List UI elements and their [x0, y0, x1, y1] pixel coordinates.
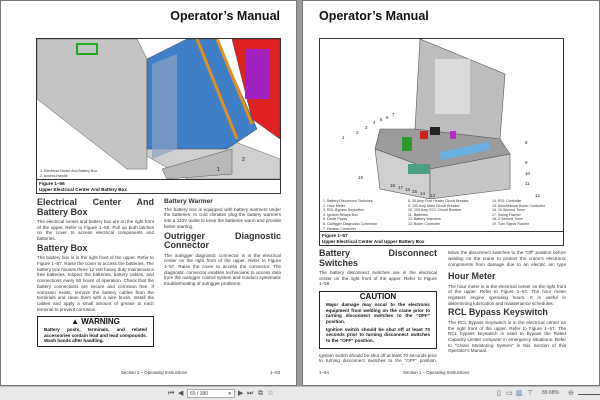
svg-text:18: 18 — [390, 183, 396, 188]
svg-text:3: 3 — [365, 125, 368, 130]
section-body: The outrigger diagnostic connector is in the electrical center on the right front of the upper. Refer to Figure 1−57. Raise the cover to access the connector. The diagnostic connector enables technicians to access data from the outrigger control system and conduct systematic troubleshooting of outrigger problems. — [164, 252, 281, 287]
legend-item: 10. 100 Amp SCC Circuit Breaker — [408, 208, 462, 213]
footer-section: Section 1 − Operating Instructions — [403, 370, 470, 375]
section-heading: Hour Meter — [448, 271, 496, 281]
svg-text:14: 14 — [420, 191, 426, 196]
continuous-view-icon[interactable]: ▭ — [506, 390, 513, 397]
rotate-icon[interactable]: ⧉ — [268, 390, 273, 397]
legend-item: 6. Outrigger Diagnostic Connector — [323, 221, 378, 226]
warning-label: WARNING — [81, 317, 120, 327]
legend-item: 4. Ignition Relays Box — [323, 212, 358, 217]
caution-text: Ignition switch should be shut off at least 70 seconds prior to turning disconnect switches to the “OFF” position. — [326, 326, 430, 344]
first-page-icon[interactable]: ⏮ — [168, 390, 175, 397]
left-column — [37, 197, 154, 351]
figure-caption — [320, 231, 563, 245]
chevron-down-icon[interactable]: ▾ — [228, 391, 231, 397]
svg-text:4: 4 — [373, 120, 376, 125]
svg-text:7: 7 — [392, 112, 395, 117]
page-number-input[interactable] — [187, 389, 235, 398]
single-page-view-icon[interactable]: ▯ — [497, 390, 501, 397]
zoom-level[interactable]: 89.68% — [542, 390, 559, 396]
section-heading: Battery Disconnect Switches — [319, 248, 437, 268]
section-body-continued: Ignition switch should be shut off at least 70 seconds prior to turning disconnect switches to the “OFF” position. — [319, 352, 437, 364]
legend-item: 9. 100 Amp Main Circuit Breaker — [408, 203, 460, 208]
caution-text: Major damage may occur to the electronic equipment from welding on the crane prior to turning disconnect switches to the “OFF” position. — [326, 301, 430, 324]
section-body: The hour meter is in the electrical center on the right front of the upper. Refer to Figure 1−57. The hour meter registers engine operating hours. It is useful in determining lubrication and maintenance schedules. — [448, 283, 566, 306]
svg-text:17: 17 — [398, 185, 404, 190]
section-body: The RCL Bypass Keyswitch is in the electrical center on the right front of the upper. Refer to Figure 1−57. The RCL bypass keyswitch is used to bypass the Rated Capacity Limiter computer in emergency situations. Refer to “Crane Monitoring System” in this Section of this Operator’s Manual. — [448, 319, 566, 354]
section-heading: Battery Box — [37, 242, 88, 253]
caution-title: CAUTION — [359, 292, 397, 302]
legend-item: 17. Swing Flasher — [492, 212, 521, 217]
section-heading: Outrigger Diagnostic Connector — [164, 230, 281, 251]
next-page-icon[interactable]: ▶ — [238, 390, 244, 397]
left-column — [319, 248, 437, 367]
warning-body: Battery posts, terminals, and related accessories contain lead and lead compounds. Wash hands after handling. — [44, 327, 147, 344]
right-page — [302, 0, 600, 386]
svg-text:1: 1 — [342, 135, 345, 140]
right-column — [448, 250, 566, 356]
figure-title: Upper Electrical Center And Upper Battery Box — [322, 238, 425, 244]
legend-item: 15. Auto/Manual Boom Controller — [492, 203, 545, 208]
previous-page-icon[interactable]: ◀ — [178, 390, 184, 397]
figure-legend — [40, 169, 97, 178]
pdf-toolbar — [0, 386, 600, 400]
svg-text:12: 12 — [535, 193, 541, 198]
page-number-value: 65 / 390 — [190, 391, 209, 397]
svg-text:8: 8 — [525, 140, 528, 145]
legend-item: 2. Access Handle — [40, 173, 68, 178]
section-body: The battery disconnect switches are in the electrical center on the right front of the upper. Refer to Figure 1−56. — [319, 270, 437, 287]
two-page-view-icon[interactable]: ▥ — [516, 390, 523, 397]
legend-item: 13. Boom Controller — [408, 221, 440, 226]
figure-1-56 — [36, 38, 281, 194]
page-header: Operator’s Manual — [170, 9, 280, 23]
figure-number: Figure 1−56 — [39, 181, 65, 187]
zoom-slider[interactable] — [578, 394, 600, 395]
left-page — [0, 0, 297, 386]
svg-text:15: 15 — [412, 189, 418, 194]
svg-text:2: 2 — [356, 130, 359, 135]
svg-text:10: 10 — [525, 171, 531, 176]
last-page-icon[interactable]: ⏭ — [247, 390, 254, 397]
svg-text:5: 5 — [380, 117, 383, 122]
svg-text:13: 13 — [430, 193, 436, 198]
section-body: The electrical center and battery box are on the right front of the upper. Refer to Figure 1−56. Pull up both latches on the cover to access electrical components and batteries. — [37, 219, 154, 242]
electrical-center-illustration — [37, 39, 280, 179]
warning-triangle-icon: ▲ — [71, 317, 79, 327]
battery-box-illustration — [320, 39, 563, 199]
svg-text:11: 11 — [525, 181, 530, 186]
figure-legend-col3 — [492, 199, 562, 227]
continued-text: Move the disconnect switches to the “Off” position before welding on the crane to protect the crane’s electronic components from damage due to an electric arc type — [448, 250, 566, 267]
section-body-continued-tail — [448, 250, 566, 267]
legend-item: 5. Diode Packs — [323, 217, 348, 222]
legend-item: 18. 3 Second Timer — [492, 217, 524, 222]
section-heading: Electrical Center And Battery Box — [37, 197, 154, 217]
footer-section: Section 1 − Operating Instructions — [121, 370, 188, 375]
section-heading: Battery Warmer — [164, 198, 213, 205]
section-heading: RCL Bypass Keyswitch — [448, 307, 548, 318]
legend-item: 8. 50 Amp Fuel Heater Circuit Breaker — [408, 199, 469, 203]
warning-title — [44, 319, 147, 325]
legend-item: 12. Battery Warmers — [408, 217, 441, 222]
legend-item: 11. Batteries — [408, 212, 428, 217]
page-header: Operator’s Manual — [319, 9, 429, 23]
svg-text:19: 19 — [358, 175, 364, 180]
legend-item: 1. Battery Disconnect Switches — [323, 199, 373, 203]
legend-item: 1. Electrical Center And Battery Box — [40, 169, 98, 173]
scroll-view-icon[interactable]: ⊤ — [527, 390, 534, 397]
figure-legend-col1 — [323, 199, 408, 231]
legend-item: 2. Hour Meter — [323, 203, 345, 208]
footer-page: 1−63 — [270, 370, 280, 375]
legend-item: 3. RCL Bypass Keyswitch — [323, 208, 365, 213]
svg-text:6: 6 — [386, 115, 389, 120]
figure-legend-col2 — [408, 199, 493, 227]
footer-page: 1−64 — [319, 370, 329, 375]
callout-1: 1 — [217, 167, 220, 173]
warning-box — [37, 316, 154, 347]
callout-2: 2 — [242, 157, 245, 163]
legend-item: 16. 10 Second Timer — [492, 208, 526, 213]
zoom-out-icon[interactable]: ⊖ — [568, 390, 574, 397]
figure-title: Upper Electrical Center And Battery Box — [39, 186, 127, 192]
section-body: The battery box is in the right front of the upper. Refer to Figure 1−57. Raise the cover to access the batteries. The battery box houses three 12 volt heavy duty maintenance free batteries. Inspect the batteries, battery cables, and connections every 50 hours of operation. Check that the battery connections are secure and corrosion free. If corrosion exists, remove the battery cables from the terminals and clean them with a wire brush. Install the cables and apply a small amount of grease to each terminal to prevent corrosion. — [37, 255, 154, 312]
svg-text:16: 16 — [405, 187, 411, 192]
copy-icon[interactable]: ⧉ — [258, 390, 263, 397]
figure-1-57 — [319, 38, 564, 246]
figure-number: Figure 1−57 — [322, 233, 348, 239]
legend-item: 14. RCL Controller — [492, 199, 522, 203]
legend-item: 7. Horizon Controller — [323, 226, 356, 231]
svg-text:9: 9 — [525, 160, 528, 165]
caution-box — [319, 291, 437, 349]
right-column — [164, 199, 281, 289]
section-body: The battery box is equipped with battery warmers under the batteries. In cold climates plug the battery warmers into a 110V outlet to keep the batteries warm and provide better starting. — [164, 206, 281, 229]
legend-item: 19. Turn Signal Flasher — [492, 221, 530, 226]
figure-caption — [37, 179, 280, 193]
